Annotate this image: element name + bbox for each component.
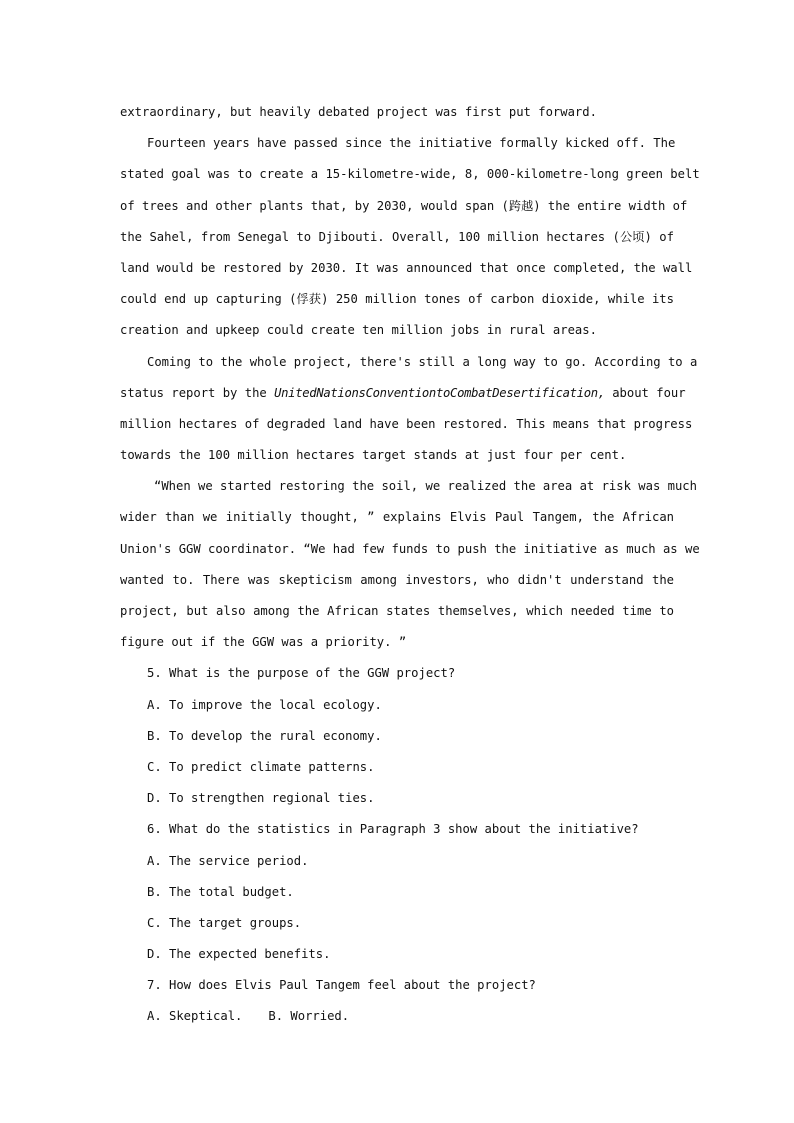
paragraph-line: could end up capturing (俘获) 250 million tones of carbon dioxide, while its	[120, 292, 674, 307]
option-d: D. The expected benefits.	[147, 947, 331, 962]
option-c: C. The target groups.	[147, 915, 302, 930]
line-text: about four	[612, 385, 686, 400]
paragraph-line: wider than we initially thought, ” explains Elvis Paul Tangem, the African	[120, 510, 674, 525]
paragraph-line: creation and upkeep could create ten million jobs in rural areas.	[120, 323, 597, 338]
option-row	[120, 1001, 674, 1032]
option-b: B. Worried.	[268, 1009, 350, 1024]
option-b: B. The total budget.	[147, 884, 294, 899]
document-body	[120, 97, 700, 1033]
option-d: D. To strengthen regional ties.	[147, 791, 375, 806]
paragraph-quote	[120, 471, 700, 658]
question-stem: 6. What do the statistics in Paragraph 3 show about the initiative?	[147, 822, 639, 837]
paragraph-line: figure out if the GGW was a priority. ”	[120, 635, 407, 650]
question-stem: 5. What is the purpose of the GGW project?	[147, 666, 456, 681]
paragraph-line: extraordinary, but heavily debated project was first put forward.	[120, 105, 597, 119]
paragraph-line: of trees and other plants that, by 2030, would span (跨越) the entire width of	[120, 198, 688, 213]
option-a: A. The service period.	[147, 853, 309, 868]
question-5	[120, 658, 674, 814]
paragraph-progress	[120, 347, 698, 472]
option-c: C. To predict climate patterns.	[147, 759, 375, 774]
paragraph-line: Fourteen years have passed since the initiative formally kicked off. The	[147, 136, 676, 151]
paragraph-line	[120, 378, 686, 409]
paragraph-line: project, but also among the African states themselves, which needed time to	[120, 604, 674, 618]
paragraph-line: land would be restored by 2030. It was announced that once completed, the wall	[120, 260, 693, 275]
italic-title: UnitedNationsConventiontoCombatDesertification,	[274, 385, 605, 400]
question-stem: 7. How does Elvis Paul Tangem feel about the project?	[147, 978, 536, 993]
paragraph-goal	[120, 128, 700, 346]
line-text: status report by the	[120, 385, 267, 400]
question-7	[120, 970, 674, 1032]
paragraph-line: the Sahel, from Senegal to Djibouti. Overall, 100 million hectares (公顷) of	[120, 229, 674, 244]
option-a: A. To improve the local ecology.	[147, 697, 382, 712]
option-a: A. Skeptical.	[147, 1009, 243, 1024]
paragraph-line: Union's GGW coordinator. “We had few funds to push the initiative as much as we	[120, 541, 700, 556]
paragraph-line: stated goal was to create a 15-kilometre-wide, 8, 000-kilometre-long green belt	[120, 167, 700, 182]
option-b: B. To develop the rural economy.	[147, 728, 382, 743]
paragraph-line: Coming to the whole project, there's still a long way to go. According to a	[147, 354, 698, 369]
paragraph-line: wanted to. There was skepticism among investors, who didn't understand the	[120, 572, 674, 587]
question-6	[120, 814, 674, 970]
paragraph-line: million hectares of degraded land have been restored. This means that progress	[120, 416, 693, 431]
paragraph-line: “When we started restoring the soil, we realized the area at risk was much	[154, 479, 697, 494]
paragraph-line: towards the 100 million hectares target stands at just four per cent.	[120, 448, 627, 463]
